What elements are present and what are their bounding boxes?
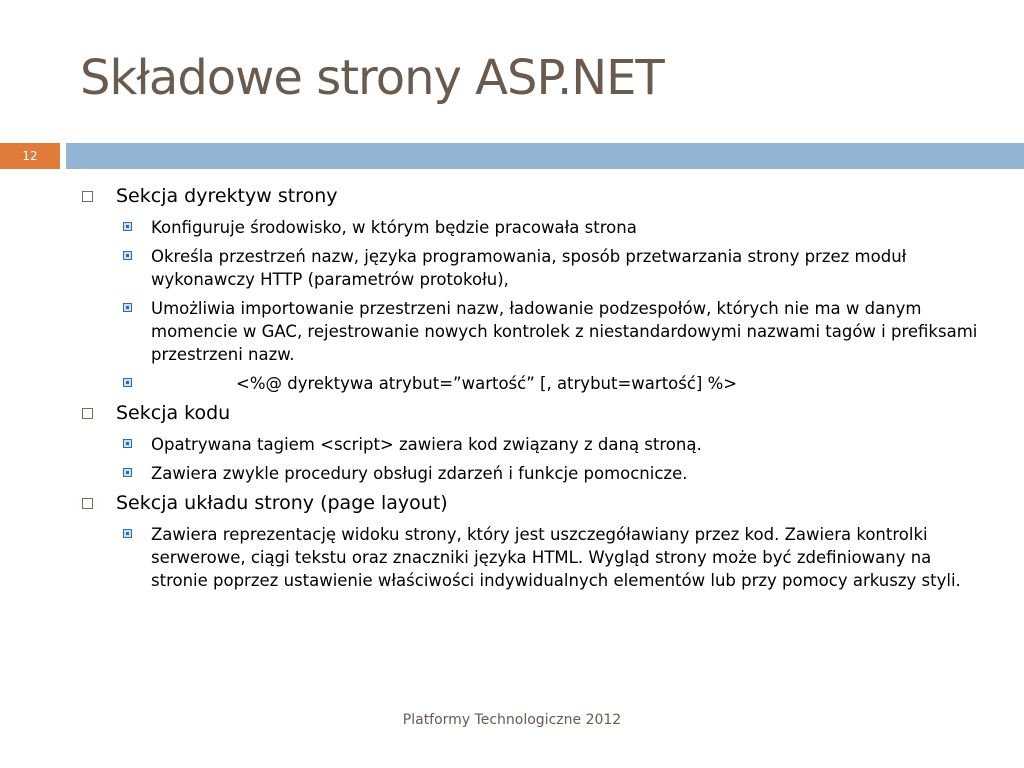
list-item xyxy=(80,297,980,366)
section-heading xyxy=(80,184,980,208)
directive-syntax-text: <%@ dyrektywa atrybut=”wartość” [, atrybut=wartość] %> xyxy=(236,374,738,393)
square-bullet-icon xyxy=(82,408,93,419)
square-bullet-icon xyxy=(82,498,93,509)
slide-number: 12 xyxy=(0,143,60,169)
list-item xyxy=(80,245,980,291)
slide-title: Składowe strony ASP.NET xyxy=(80,50,664,106)
list-item-text: Konfiguruje środowisko, w którym będzie pracowała strona xyxy=(151,218,637,237)
square-bullet-icon xyxy=(123,529,132,538)
section-heading-text: Sekcja układu strony (page layout) xyxy=(116,492,448,514)
section-heading-text: Sekcja dyrektyw strony xyxy=(116,185,338,207)
square-bullet-icon xyxy=(123,251,132,260)
square-bullet-icon xyxy=(123,378,132,387)
square-bullet-icon xyxy=(123,222,132,231)
title-divider-bar xyxy=(66,143,1024,169)
square-bullet-icon xyxy=(82,191,93,202)
list-item-text: Określa przestrzeń nazw, języka programowania, sposób przetwarzania strony przez moduł wykonawczy HTTP (parametrów protokołu), xyxy=(151,247,907,289)
square-bullet-icon xyxy=(123,303,132,312)
square-bullet-icon xyxy=(123,468,132,477)
slide-footer: Platformy Technologiczne 2012 xyxy=(402,712,622,728)
list-item xyxy=(80,523,980,592)
list-item-text: Zawiera reprezentację widoku strony, który jest uszczegóławiany przez kod. Zawiera kontrolki serwerowe, ciągi tekstu oraz znaczniki języka HTML. Wygląd strony może być zdefiniowany na stronie poprzez ustawienie właściwości indywidualnych elementów lub przy pomocy arkuszy styli. xyxy=(151,525,961,590)
section-heading xyxy=(80,401,980,425)
list-item xyxy=(80,372,980,395)
list-item-text: Umożliwia importowanie przestrzeni nazw, ładowanie podzespołów, których nie ma w danym momencie w GAC, rejestrowanie nowych kontrolek z niestandardowymi nazwami tagów i prefiksami przestrzeni nazw. xyxy=(151,299,978,364)
list-item xyxy=(80,216,980,239)
list-item xyxy=(80,462,980,485)
section-heading xyxy=(80,491,980,515)
list-item xyxy=(80,433,980,456)
section-heading-text: Sekcja kodu xyxy=(116,402,231,424)
list-item-text: Zawiera zwykle procedury obsługi zdarzeń i funkcje pomocnicze. xyxy=(151,464,688,483)
slide-content xyxy=(80,184,980,598)
square-bullet-icon xyxy=(123,439,132,448)
list-item-text: Opatrywana tagiem <script> zawiera kod związany z daną stroną. xyxy=(151,435,702,454)
